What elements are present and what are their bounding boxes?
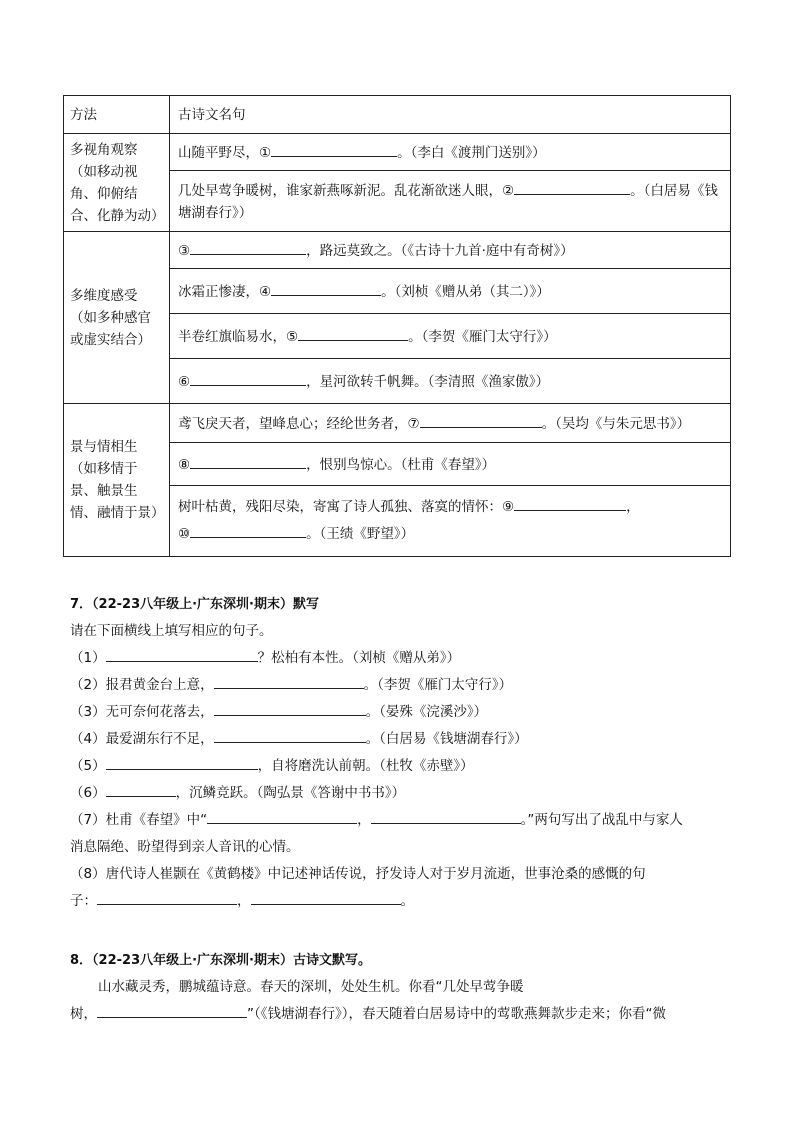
item-number: （7）: [70, 812, 106, 828]
list-item-continued: [70, 888, 730, 915]
blank-marker: ⑩: [178, 526, 191, 542]
verse-text: 冰霜正惨凄，: [178, 283, 259, 300]
verse-text: 山随平野尽，: [178, 144, 259, 161]
verse-text: 鸢飞戾天者，望峰息心；经纶世务者，: [178, 415, 408, 432]
item-text: 树，: [70, 1006, 97, 1022]
verse-source: ，星河欲转千帆舞。（李清照《渔家傲》）: [306, 373, 550, 390]
item-text: 杜甫《春望》中“: [105, 812, 208, 828]
blank-marker: ⑤: [286, 328, 299, 345]
list-item: [70, 645, 730, 672]
blank-marker: ⑥: [178, 373, 191, 390]
verse-cell: [170, 404, 731, 443]
blank-marker: ⑧: [178, 456, 191, 473]
question-7: [70, 592, 730, 915]
list-item: [70, 672, 730, 699]
fill-blank[interactable]: [190, 239, 306, 255]
list-item: [70, 753, 730, 780]
verse-cell: [170, 269, 731, 314]
item-number: （8）: [70, 866, 106, 882]
verse-source: 。（李白《渡荆门送别》）: [397, 144, 546, 161]
fill-blank[interactable]: [214, 700, 366, 716]
blank-marker: ⑦: [407, 415, 420, 432]
item-text: ，沉鳞竞跃。（陶弘景《答谢中书书》）: [175, 785, 406, 801]
verse-text: 几处早莺争暖树，谁家新燕啄新泥。乱花渐欲迷人眼，: [178, 182, 502, 199]
fill-blank[interactable]: [106, 781, 176, 797]
item-number: （2）: [70, 677, 106, 693]
verse-source: 。（李贺《雁门太守行》）: [408, 328, 557, 345]
verse-source: 。（王绩《野望》）: [306, 526, 415, 542]
blank-marker: ①: [259, 144, 272, 161]
item-number: （1）: [70, 650, 106, 666]
verse-source: 。（白居易《钱塘湖春行》）: [178, 182, 718, 221]
fill-blank[interactable]: [207, 808, 357, 824]
item-number: （4）: [70, 731, 106, 747]
verse-source: ，恨别鸟惊心。（杜甫《春望》）: [306, 456, 496, 473]
table-row: [64, 404, 731, 443]
table-header-row: [64, 96, 731, 134]
item-text: 最爱湖东行不足，: [105, 731, 214, 747]
question-7-instruction: 请在下面横线上填写相应的句子。: [70, 623, 273, 639]
item-text: 。（晏殊《浣溪沙》）: [365, 704, 488, 720]
table-row: [64, 134, 731, 171]
fill-blank[interactable]: [251, 889, 401, 905]
fill-blank[interactable]: [420, 412, 542, 428]
verse-source: 。（刘桢《赠从弟（其二）》）: [381, 283, 550, 300]
method-cell-2: 多维度感受（如多种感官或虚实结合）: [64, 232, 170, 404]
fill-blank[interactable]: [514, 179, 630, 195]
poem-method-table: [63, 95, 731, 557]
blank-marker: ④: [259, 283, 272, 300]
list-item: [70, 699, 730, 726]
list-item: [70, 726, 730, 753]
fill-blank[interactable]: [190, 370, 306, 386]
method-cell-3: 景与情相生（如移情于景、触景生情、融情于景）: [64, 404, 170, 557]
header-method: 方法: [64, 96, 170, 134]
fill-blank[interactable]: [298, 325, 408, 341]
verse-cell: [170, 171, 731, 232]
fill-blank[interactable]: [106, 754, 258, 770]
fill-blank[interactable]: [214, 673, 364, 689]
verse-source: ，路远莫致之。（《古诗十九首·庭中有奇树》）: [306, 242, 574, 259]
fill-blank[interactable]: [271, 141, 397, 157]
verse-cell: [170, 359, 731, 404]
list-item: [70, 807, 730, 834]
item-text: ，: [237, 893, 251, 909]
question-8-title: 8．（22-23八年级上·广东深圳·期末）古诗文默写。: [70, 953, 371, 968]
item-text: 子：: [70, 893, 97, 909]
verse-text: 半卷红旗临易水，: [178, 328, 286, 345]
question-8: [70, 948, 730, 1028]
fill-blank[interactable]: [97, 1002, 247, 1018]
item-text: ，: [357, 812, 371, 828]
list-item-continued: 消息隔绝、盼望得到亲人音讯的心情。: [70, 839, 300, 855]
fill-blank[interactable]: [97, 889, 237, 905]
item-text: 报君黄金台上意，: [105, 677, 214, 693]
verse-cell: [170, 314, 731, 359]
blank-marker: ②: [502, 182, 515, 199]
fill-blank[interactable]: [214, 727, 366, 743]
item-text: ”（《钱塘湖春行》），春天随着白居易诗中的莺歌燕舞款步走来；你看“微: [247, 1006, 666, 1022]
item-text: 。（白居易《钱塘湖春行》）: [365, 731, 528, 747]
fill-blank[interactable]: [190, 522, 306, 538]
item-number: （5）: [70, 758, 106, 774]
list-item: [70, 861, 730, 888]
method-cell-1: 多视角观察（如移动视角、仰俯结合、化静为动）: [64, 134, 170, 232]
blank-marker: ③: [178, 242, 191, 259]
item-number: （3）: [70, 704, 106, 720]
header-content: 古诗文名句: [170, 96, 731, 134]
verse-cell: [170, 134, 731, 171]
fill-blank[interactable]: [514, 495, 626, 511]
fill-blank[interactable]: [190, 453, 306, 469]
item-text: 。: [400, 893, 414, 909]
item-text: ？松柏有本性。（刘桢《赠从弟》）: [257, 650, 461, 666]
question-8-paragraph: 山水藏灵秀，鹏城蕴诗意。春天的深圳，处处生机。你看“几处早莺争暖: [98, 979, 524, 995]
question-8-paragraph-continued: [70, 1001, 730, 1028]
verse-text: 树叶枯黄，残阳尽染，寄寓了诗人孤独、落寞的情怀：: [178, 499, 502, 515]
fill-blank[interactable]: [106, 646, 258, 662]
verse-cell: [170, 486, 731, 557]
question-7-title: 7．（22-23八年级上·广东深圳·期末）默写: [70, 597, 319, 612]
item-text: 。（李贺《雁门太守行》）: [363, 677, 513, 693]
verse-source: 。（吴均《与朱元思书》）: [541, 415, 691, 432]
blank-marker: ⑨: [502, 499, 515, 515]
item-text: ，自将磨洗认前朝。（杜牧《赤壁》）: [257, 758, 474, 774]
item-number: （6）: [70, 785, 106, 801]
item-text: 唐代诗人崔颢在《黄鹤楼》中记述神话传说，抒发诗人对于岁月流逝，世事沧桑的感慨的句: [105, 866, 646, 882]
list-item: [70, 780, 730, 807]
fill-blank[interactable]: [271, 280, 381, 296]
item-text: 无可奈何花落去，: [105, 704, 214, 720]
fill-blank[interactable]: [371, 808, 521, 824]
verse-cell: [170, 443, 731, 486]
table-row: [64, 232, 731, 269]
item-text: 。”两句写出了战乱中与家人: [520, 812, 683, 828]
verse-punct: ，: [626, 499, 640, 515]
verse-cell: [170, 232, 731, 269]
